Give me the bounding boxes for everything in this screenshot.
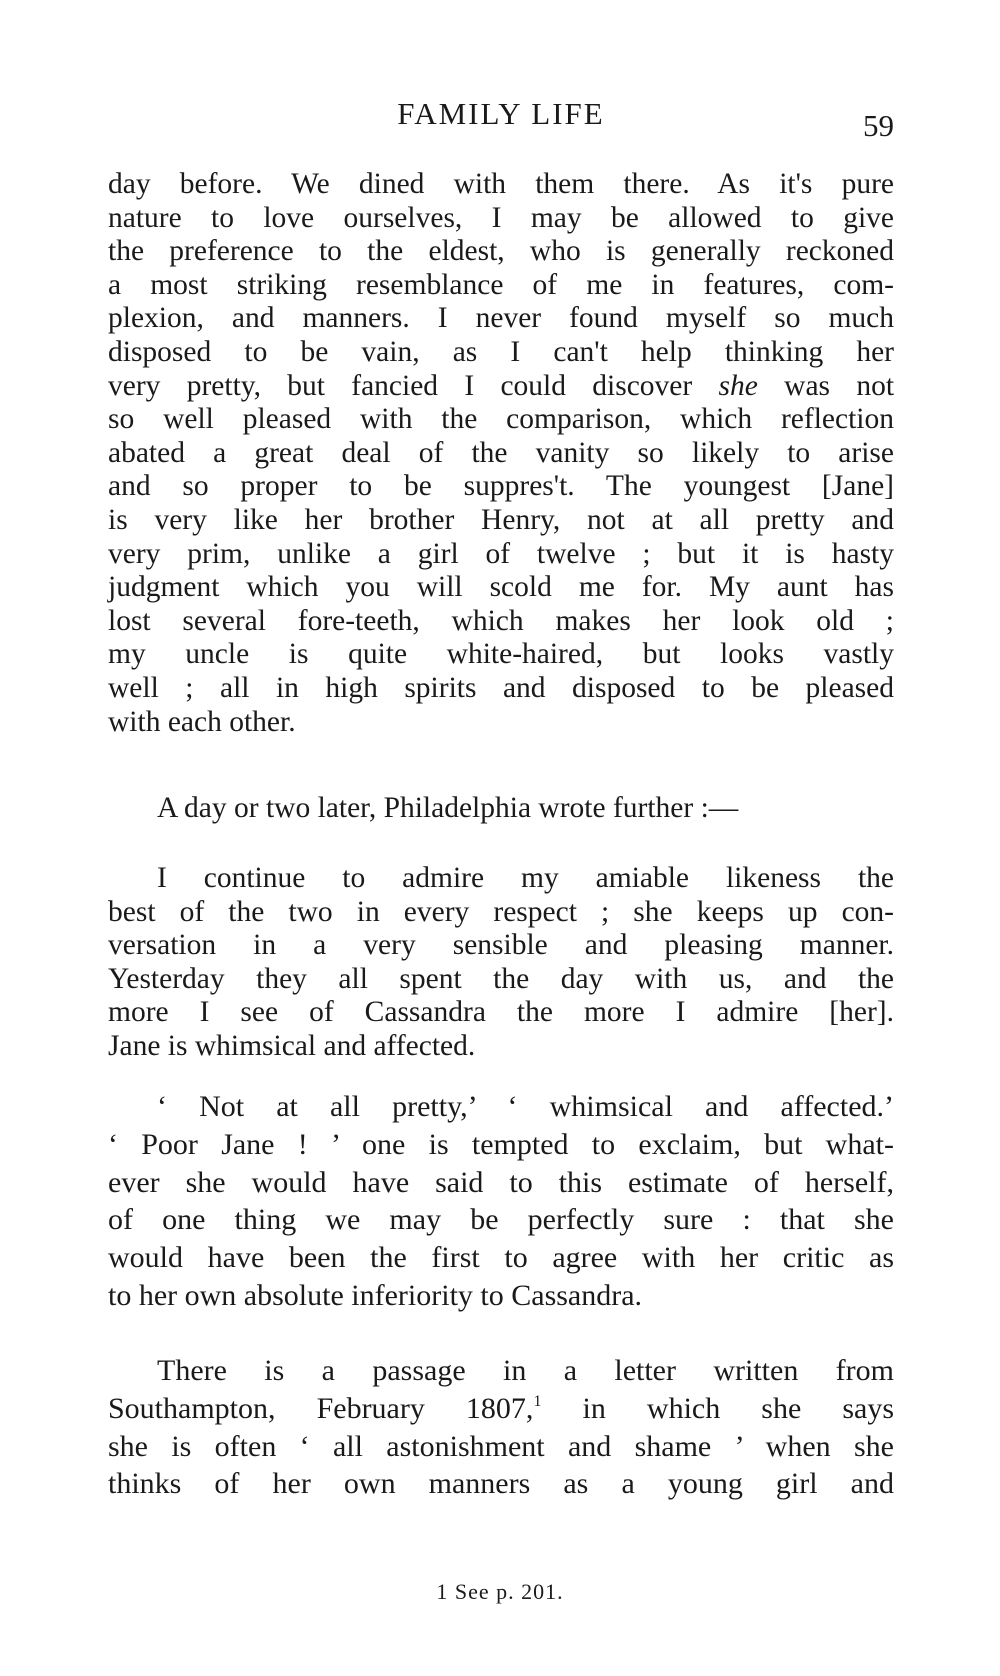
text-line: There is a passage in a letter written from bbox=[157, 1354, 894, 1387]
text-line: more I see of Cassandra the more I admire [her]. bbox=[108, 996, 894, 1029]
quoted-letter-2 bbox=[108, 862, 894, 1064]
text-line: ‘ Not at all pretty,’ ‘ whimsical and affected.’ bbox=[157, 1090, 894, 1123]
footnote: 1 See p. 201. bbox=[436, 1579, 564, 1604]
text-segment: was not bbox=[784, 369, 895, 402]
text-line: my uncle is quite white-haired, but looks vastly bbox=[108, 638, 894, 671]
text-line: thinks of her own manners as a young girl and bbox=[108, 1467, 894, 1501]
text-line: best of the two in every respect ; she keeps up con- bbox=[108, 895, 894, 928]
text-line: nature to love ourselves, I may be allowed to give bbox=[108, 201, 894, 234]
page-header bbox=[108, 96, 894, 146]
text-segment: in which she says bbox=[582, 1391, 894, 1425]
text-segment: Southampton, February 1807, bbox=[108, 1391, 534, 1425]
text-line: is very like her brother Henry, not at all pretty and bbox=[108, 503, 894, 536]
text-line: to her own absolute inferiority to Cassandra. bbox=[108, 1278, 643, 1312]
text-line bbox=[108, 370, 894, 404]
text-line: judgment which you will scold me for. My aunt has bbox=[108, 571, 894, 604]
text-line: plexion, and manners. I never found myself so much bbox=[108, 302, 894, 335]
italic-word: she bbox=[718, 369, 758, 402]
text-line: she is often ‘ all astonishment and shame ’ when she bbox=[108, 1429, 894, 1463]
text-line: Yesterday they all spent the day with us, and the bbox=[108, 962, 894, 995]
text-line: abated a great deal of the vanity so likely to arise bbox=[108, 436, 894, 469]
intro-line: A day or two later, Philadelphia wrote further :— bbox=[157, 792, 739, 824]
text-line: I continue to admire my amiable likeness the bbox=[157, 862, 894, 894]
text-line: with each other. bbox=[108, 705, 296, 738]
text-line: disposed to be vain, as I can't help thinking her bbox=[108, 335, 894, 368]
text-line: and so proper to be suppres't. The youngest [Jane] bbox=[108, 470, 894, 503]
text-line: day before. We dined with them there. As it's pure bbox=[108, 168, 894, 200]
text-line: well ; all in high spirits and disposed to be pleased bbox=[108, 671, 894, 704]
text-line: so well pleased with the comparison, which reflection bbox=[108, 403, 894, 436]
text-line: very prim, unlike a girl of twelve ; but it is hasty bbox=[108, 537, 894, 570]
text-line: a most striking resemblance of me in features, com- bbox=[108, 268, 894, 301]
paragraph-1 bbox=[108, 1088, 894, 1315]
text-line: Jane is whimsical and affected. bbox=[108, 1029, 476, 1062]
text-line: the preference to the eldest, who is generally reckoned bbox=[108, 235, 894, 268]
text-line: versation in a very sensible and pleasing manner. bbox=[108, 929, 894, 962]
text-line: lost several fore-teeth, which makes her look old ; bbox=[108, 604, 894, 637]
text-line: of one thing we may be perfectly sure : that she bbox=[108, 1203, 894, 1237]
text-line: ever she would have said to this estimate of herself, bbox=[108, 1165, 894, 1199]
footnote-marker: 1 bbox=[533, 1392, 542, 1410]
text-line: would have been the first to agree with her critic as bbox=[108, 1241, 894, 1275]
paragraph-2 bbox=[108, 1352, 894, 1503]
page-number: 59 bbox=[863, 108, 894, 143]
text-segment: very pretty, but fancied I could discover bbox=[108, 369, 693, 402]
running-title: FAMILY LIFE bbox=[397, 96, 605, 131]
quoted-letter-1 bbox=[108, 168, 894, 739]
text-line bbox=[108, 1390, 894, 1428]
text-line: ‘ Poor Jane ! ’ one is tempted to exclaim, but what- bbox=[108, 1127, 894, 1161]
